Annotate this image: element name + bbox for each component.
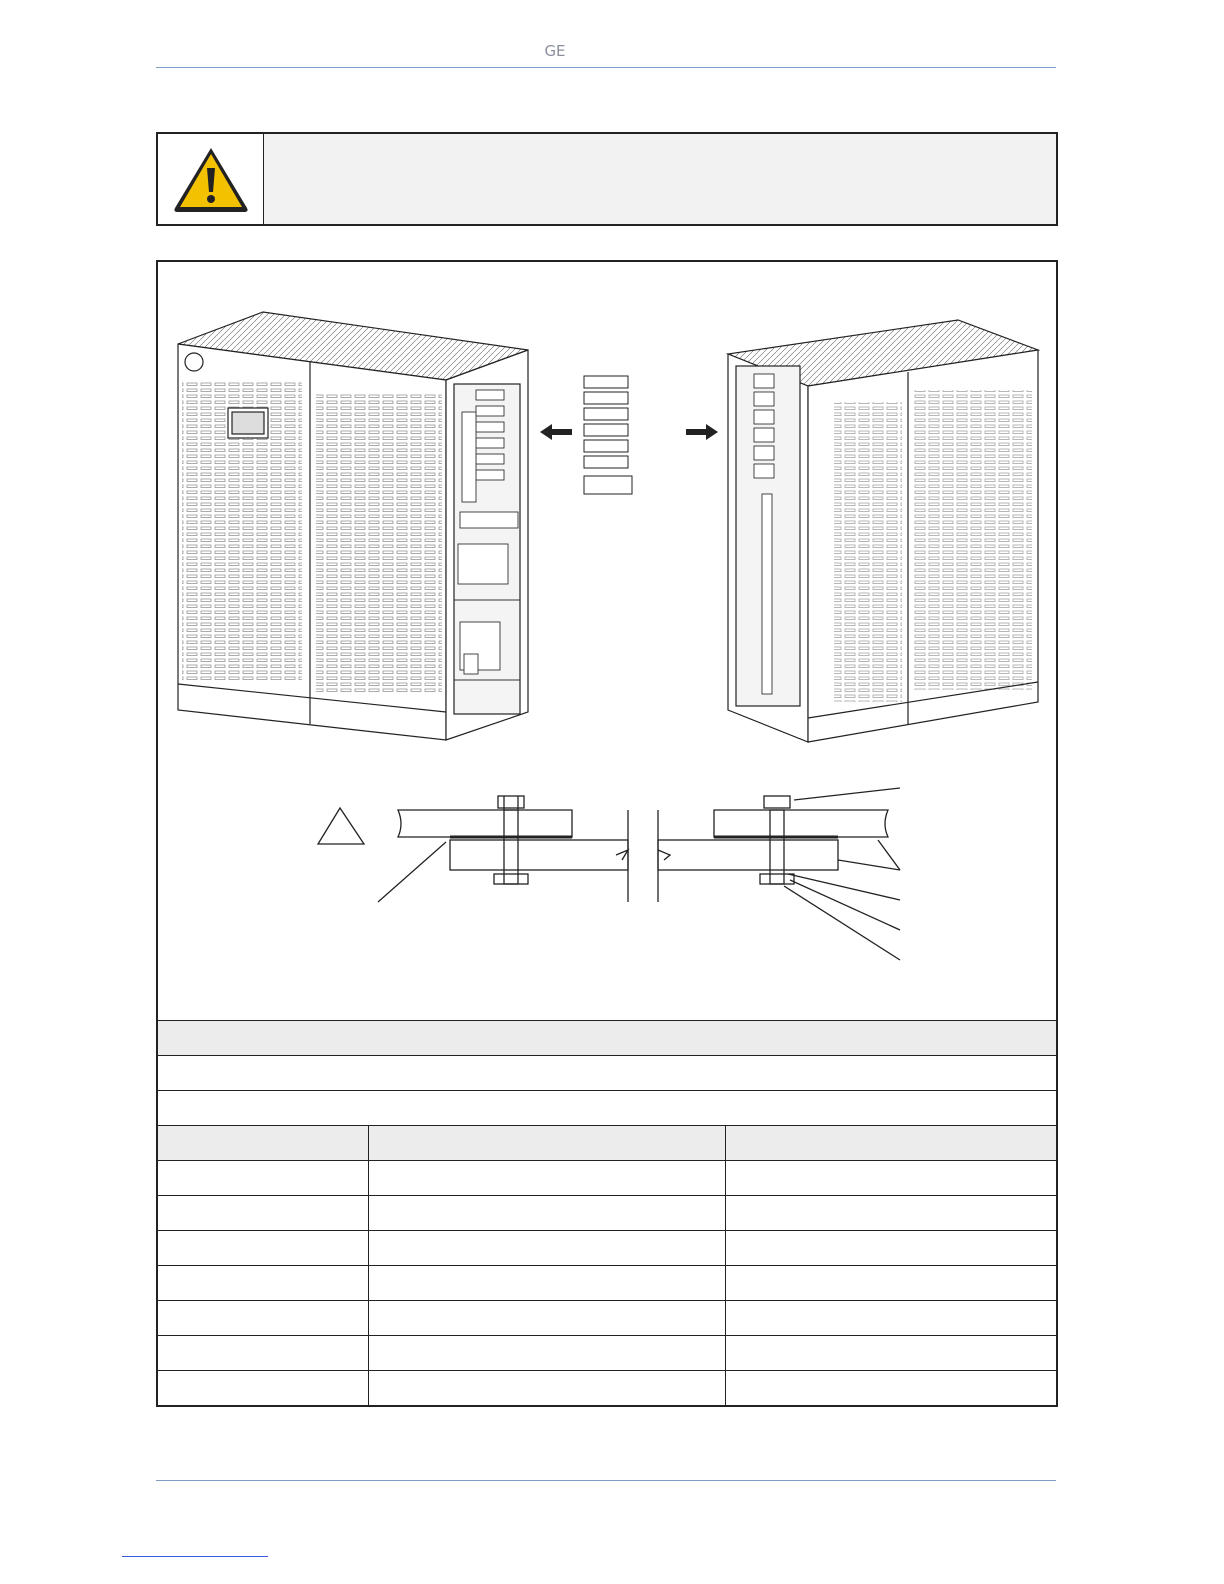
- page-header-title: GE: [544, 42, 566, 60]
- table-row: [157, 1231, 1057, 1266]
- footer-divider: [156, 1480, 1056, 1481]
- warning-text: [264, 134, 1056, 224]
- table-row: [157, 1056, 1057, 1091]
- table-row: [157, 1301, 1057, 1336]
- table-row: [157, 1266, 1057, 1301]
- table-row: [157, 1161, 1057, 1196]
- table-header-row: [157, 1126, 1057, 1161]
- table-row: [157, 1091, 1057, 1126]
- table-row: [157, 1336, 1057, 1371]
- warning-icon-cell: [158, 134, 264, 224]
- header-divider: [156, 67, 1056, 68]
- arrow-right-icon: [686, 424, 718, 440]
- table-title: [157, 1021, 1057, 1056]
- right-cabinet: [728, 320, 1038, 742]
- warning-triangle-icon: [171, 144, 251, 214]
- figure-drawing: [158, 262, 1056, 1022]
- footer-link-underline[interactable]: [122, 1556, 268, 1557]
- bolted-joint-detail: [318, 788, 900, 960]
- column-header: [725, 1126, 1057, 1161]
- specification-table: [156, 1020, 1058, 1407]
- column-header: [368, 1126, 725, 1161]
- table-title-row: [157, 1021, 1057, 1056]
- warning-box: [156, 132, 1058, 226]
- column-header: [157, 1126, 368, 1161]
- arrow-left-icon: [540, 424, 572, 440]
- table-row: [157, 1196, 1057, 1231]
- caution-triangle-icon: [318, 808, 364, 844]
- busbar-links: [584, 376, 632, 494]
- installation-figure: [156, 260, 1058, 1022]
- table-row: [157, 1371, 1057, 1407]
- left-cabinet: [178, 312, 528, 740]
